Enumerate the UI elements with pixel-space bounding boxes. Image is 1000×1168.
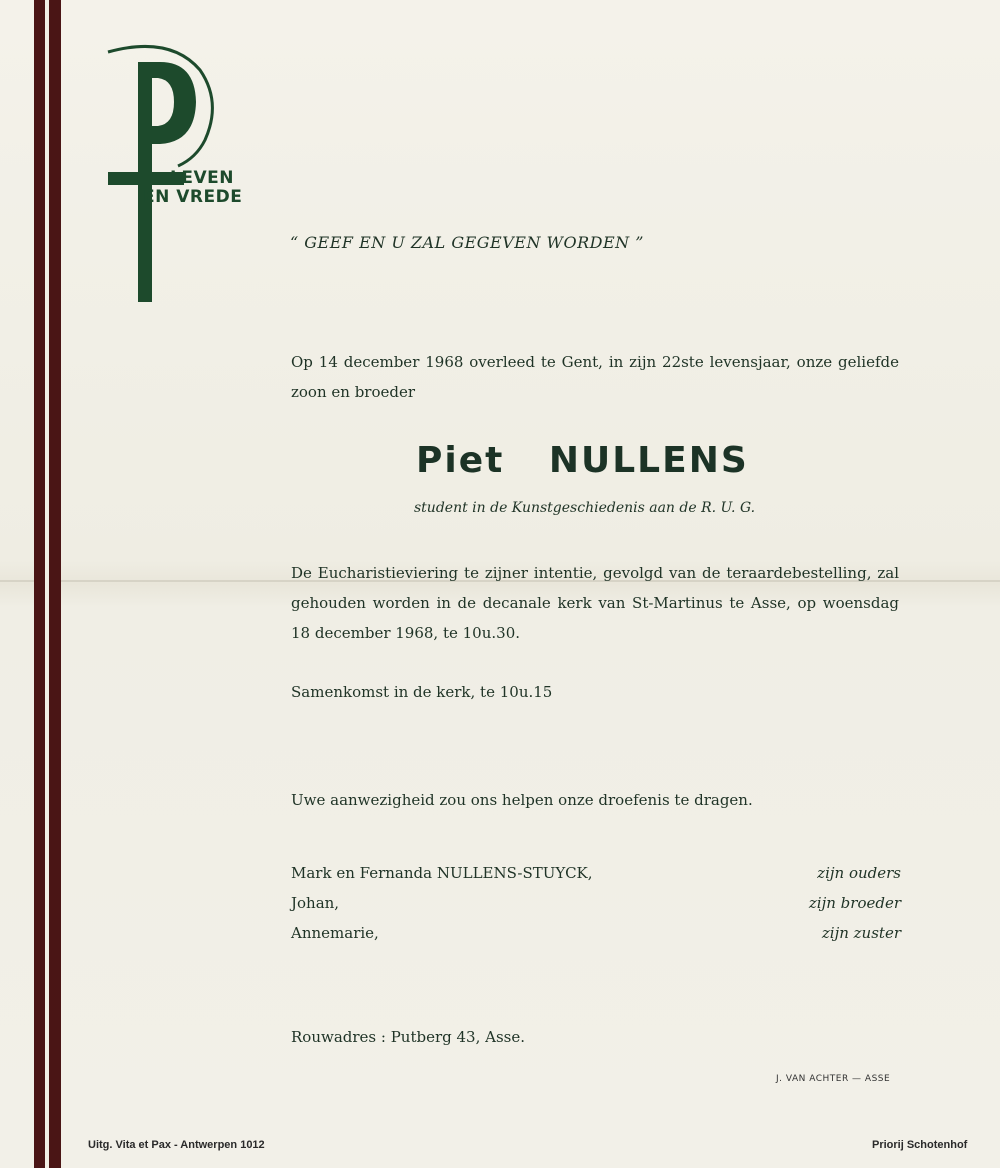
request-text: Uwe aanwezigheid zou ons helpen onze droefenis te dragen. (291, 791, 753, 809)
family-member-role: zijn broeder (808, 894, 901, 912)
family-member-name: Annemarie, (291, 924, 379, 942)
gathering-text: Samenkomst in de kerk, te 10u.15 (291, 683, 553, 701)
printer-credit: J. VAN ACHTER — ASSE (776, 1074, 891, 1084)
mourning-border (34, 0, 61, 1168)
logo-text-en-vrede: EN VREDE (143, 187, 243, 207)
priorij-credit: Priorij Schotenhof (872, 1139, 968, 1151)
announcement-text: Op 14 december 1968 overleed te Gent, in zijn 22ste levensjaar, onze geliefde zoon en broeder (291, 353, 899, 401)
family-list (291, 858, 901, 948)
family-member-role: zijn ouders (817, 864, 901, 882)
family-row (291, 918, 901, 948)
family-member-role: zijn zuster (821, 924, 901, 942)
family-member-name: Mark en Fernanda NULLENS-STUYCK, (291, 864, 593, 882)
motto: “ GEEF EN U ZAL GEGEVEN WORDEN ” (290, 233, 644, 252)
ceremony-text: De Eucharistieviering te zijner intentie, gevolgd van de teraardebestelling, zal gehouden worden in de decanale kerk van St-Martinus te Asse, op woensdag 18 december 1968, te 10u.30. (291, 564, 899, 642)
mourning-address: Rouwadres : Putberg 43, Asse. (291, 1028, 526, 1046)
logo-text-leven: LEVEN (170, 168, 234, 188)
publisher-credit: Uitg. Vita et Pax - Antwerpen 1012 (88, 1139, 265, 1151)
deceased-description: student in de Kunstgeschiedenis aan de R. U. G. (414, 500, 756, 516)
family-row (291, 888, 901, 918)
family-member-name: Johan, (291, 894, 340, 912)
family-row (291, 858, 901, 888)
deceased-name: Piet NULLENS (416, 440, 749, 481)
